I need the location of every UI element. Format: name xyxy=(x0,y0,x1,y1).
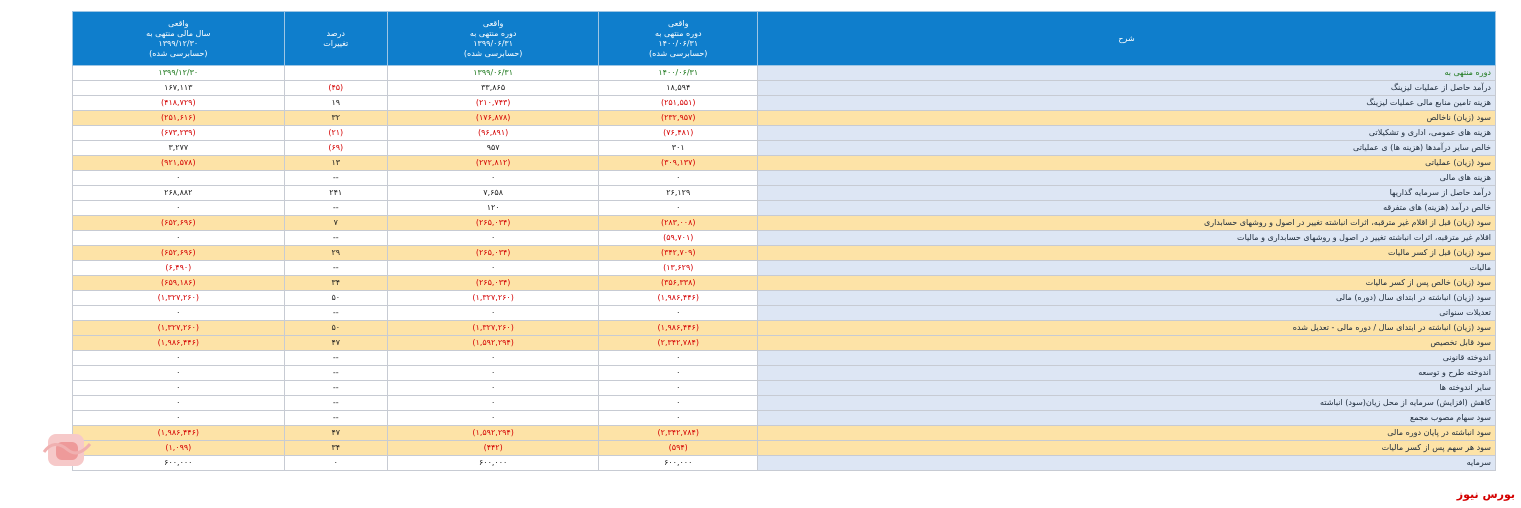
table-row xyxy=(73,276,1496,291)
table-row xyxy=(73,201,1496,216)
table-row xyxy=(73,126,1496,141)
row-description: سود (زیان) ناخالص xyxy=(758,111,1496,126)
row-description: سود (زیان) قبل از کسر مالیات xyxy=(758,246,1496,261)
value-fiscal-year-1399: ۰ xyxy=(73,231,285,246)
row-description: سود (زیان) قبل از اقلام غیر مترقبه، اثرات انباشته تغییر در اصول و روشهای حسابداری xyxy=(758,216,1496,231)
row-description: سود (زیان) انباشته در ابتدای سال / دوره مالی - تعدیل شده xyxy=(758,321,1496,336)
value-period-1400: ۳۰۱ xyxy=(599,141,758,156)
value-period-1399: (۲۷۲,۸۱۲) xyxy=(387,156,599,171)
value-fiscal-year-1399: ۰ xyxy=(73,171,285,186)
row-description: سرمایه xyxy=(758,456,1496,471)
value-fiscal-year-1399: ۰ xyxy=(73,396,285,411)
bourse-news-watermark-logo xyxy=(40,428,92,472)
value-period-1400: ۰ xyxy=(599,201,758,216)
value-period-1399: ۰ xyxy=(387,411,599,426)
value-fiscal-year-1399: ۲۶۸,۸۸۲ xyxy=(73,186,285,201)
value-fiscal-year-1399: (۱,۹۸۶,۴۴۶) xyxy=(73,426,285,441)
table-row xyxy=(73,81,1496,96)
value-change-percent: -- xyxy=(284,261,387,276)
table-row xyxy=(73,96,1496,111)
value-period-1400: ۰ xyxy=(599,411,758,426)
value-period-1399: (۱,۳۲۷,۲۶۰) xyxy=(387,321,599,336)
value-fiscal-year-1399: (۶۵۹,۱۸۶) xyxy=(73,276,285,291)
table-row xyxy=(73,381,1496,396)
value-period-1400: (۳۰۹,۱۳۷) xyxy=(599,156,758,171)
table-row xyxy=(73,171,1496,186)
value-period-1399: (۱,۵۹۲,۲۹۴) xyxy=(387,426,599,441)
row-description: هزینه تامین منابع مالی عملیات لیزینگ xyxy=(758,96,1496,111)
value-period-1399: ۰ xyxy=(387,351,599,366)
row-description: سود قابل تخصیص xyxy=(758,336,1496,351)
table-row xyxy=(73,216,1496,231)
value-period-1400: (۱۳,۶۲۹) xyxy=(599,261,758,276)
header-period-1400: واقعی دوره منتهی به ۱۴۰۰/۰۶/۳۱ (حسابرسی شده) xyxy=(599,12,758,66)
table-row xyxy=(73,261,1496,276)
value-period-1400: ۲۶,۱۲۹ xyxy=(599,186,758,201)
table-row xyxy=(73,351,1496,366)
value-change-percent: -- xyxy=(284,201,387,216)
value-change-percent: ۳۴ xyxy=(284,441,387,456)
value-fiscal-year-1399: ۰ xyxy=(73,201,285,216)
value-fiscal-year-1399: (۶,۴۹۰) xyxy=(73,261,285,276)
table-row xyxy=(73,141,1496,156)
row-description: سایر اندوخته ها xyxy=(758,381,1496,396)
table-row xyxy=(73,66,1496,81)
value-period-1400: (۳۵۶,۳۳۸) xyxy=(599,276,758,291)
row-description: سود (زیان) عملیاتی xyxy=(758,156,1496,171)
table-row xyxy=(73,231,1496,246)
value-period-1400: ۰ xyxy=(599,381,758,396)
value-fiscal-year-1399: (۱,۳۲۷,۲۶۰) xyxy=(73,291,285,306)
value-period-1400: (۵۹۴) xyxy=(599,441,758,456)
value-fiscal-year-1399: ۰ xyxy=(73,306,285,321)
value-period-1400: ۰ xyxy=(599,306,758,321)
value-period-1399: ۰ xyxy=(387,171,599,186)
row-description: خالص درآمد (هزینه) های متفرقه xyxy=(758,201,1496,216)
value-period-1399: ۶۰۰,۰۰۰ xyxy=(387,456,599,471)
value-change-percent: -- xyxy=(284,171,387,186)
value-change-percent: ۲۹ xyxy=(284,246,387,261)
table-body xyxy=(73,66,1496,471)
value-change-percent: ۰ xyxy=(284,456,387,471)
value-change-percent: -- xyxy=(284,231,387,246)
value-period-1399: (۱,۵۹۲,۲۹۴) xyxy=(387,336,599,351)
value-period-1400: (۳۴۲,۷۰۹) xyxy=(599,246,758,261)
value-fiscal-year-1399: (۶۵۲,۶۹۶) xyxy=(73,216,285,231)
value-fiscal-year-1399: (۱,۹۸۶,۴۴۶) xyxy=(73,336,285,351)
value-change-percent: -- xyxy=(284,381,387,396)
value-period-1400: ۰ xyxy=(599,396,758,411)
value-fiscal-year-1399: ۰ xyxy=(73,366,285,381)
header-period-1399: واقعی دوره منتهی به ۱۳۹۹/۰۶/۳۱ (حسابرسی شده) xyxy=(387,12,599,66)
value-period-1399: (۲۶۵,۰۳۴) xyxy=(387,216,599,231)
value-fiscal-year-1399: ۶۰۰,۰۰۰ xyxy=(73,456,285,471)
table-row xyxy=(73,246,1496,261)
table-row xyxy=(73,156,1496,171)
header-fiscal-year-1399: واقعی سال مالی منتهی به ۱۳۹۹/۱۲/۳۰ (حسابرسی شده) xyxy=(73,12,285,66)
row-description: سود هر سهم پس از کسر مالیات xyxy=(758,441,1496,456)
value-period-1399: (۱۷۶,۸۷۸) xyxy=(387,111,599,126)
table-row xyxy=(73,111,1496,126)
value-change-percent: ۵۰ xyxy=(284,321,387,336)
row-description: اندوخته طرح و توسعه xyxy=(758,366,1496,381)
row-description: کاهش (افزایش) سرمایه از محل زیان(سود) انباشته xyxy=(758,396,1496,411)
value-change-percent xyxy=(284,66,387,81)
value-period-1399: ۰ xyxy=(387,381,599,396)
value-fiscal-year-1399: ۰ xyxy=(73,351,285,366)
value-fiscal-year-1399: ۰ xyxy=(73,411,285,426)
value-change-percent: ۱۳ xyxy=(284,156,387,171)
value-period-1400: (۲,۳۴۲,۷۸۴) xyxy=(599,336,758,351)
row-description: درآمد حاصل از سرمایه گذاریها xyxy=(758,186,1496,201)
value-period-1399: ۷,۶۵۸ xyxy=(387,186,599,201)
value-period-1399: (۴۴۲) xyxy=(387,441,599,456)
value-change-percent: ۵۰ xyxy=(284,291,387,306)
value-period-1399: ۰ xyxy=(387,306,599,321)
value-change-percent: (۴۵) xyxy=(284,81,387,96)
table-header-row xyxy=(73,12,1496,66)
row-description: سود انباشته در پایان دوره مالی xyxy=(758,426,1496,441)
table-row xyxy=(73,396,1496,411)
value-change-percent: ۲۴۱ xyxy=(284,186,387,201)
value-period-1400: (۲۸۳,۰۰۸) xyxy=(599,216,758,231)
table-row xyxy=(73,306,1496,321)
value-period-1399: ۹۵۷ xyxy=(387,141,599,156)
table-row xyxy=(73,426,1496,441)
row-description: هزینه های عمومی، اداری و تشکیلاتی xyxy=(758,126,1496,141)
row-description: هزینه های مالی xyxy=(758,171,1496,186)
value-period-1399: ۰ xyxy=(387,261,599,276)
value-change-percent: -- xyxy=(284,306,387,321)
row-description: مالیات xyxy=(758,261,1496,276)
value-period-1399: (۱,۳۲۷,۲۶۰) xyxy=(387,291,599,306)
value-fiscal-year-1399: ۳,۲۷۷ xyxy=(73,141,285,156)
value-period-1399: (۲۶۵,۰۳۴) xyxy=(387,276,599,291)
value-period-1399: ۰ xyxy=(387,396,599,411)
brand-footer-text: بورس نیوز xyxy=(1456,488,1515,501)
value-period-1399: ۱۲۰ xyxy=(387,201,599,216)
value-period-1399: ۱۳۹۹/۰۶/۳۱ xyxy=(387,66,599,81)
row-description: خالص سایر درآمدها (هزینه ها) ی عملیاتی xyxy=(758,141,1496,156)
value-fiscal-year-1399: (۴۱۸,۷۲۹) xyxy=(73,96,285,111)
value-fiscal-year-1399: (۱,۰۹۹) xyxy=(73,441,285,456)
table-row xyxy=(73,441,1496,456)
value-period-1400: ۰ xyxy=(599,171,758,186)
row-description: اقلام غیر مترقبه، اثرات انباشته تغییر در اصول و روشهای حسابداری و مالیات xyxy=(758,231,1496,246)
value-fiscal-year-1399: (۶۷۳,۲۳۹) xyxy=(73,126,285,141)
value-fiscal-year-1399: ۱۶۷,۱۱۳ xyxy=(73,81,285,96)
row-description: تعدیلات سنواتی xyxy=(758,306,1496,321)
income-statement-table xyxy=(72,11,1496,471)
value-change-percent: (۶۹) xyxy=(284,141,387,156)
value-period-1399: ۰ xyxy=(387,231,599,246)
table-row xyxy=(73,411,1496,426)
value-fiscal-year-1399: ۰ xyxy=(73,381,285,396)
value-fiscal-year-1399: (۱,۳۲۷,۲۶۰) xyxy=(73,321,285,336)
value-period-1400: ۰ xyxy=(599,366,758,381)
value-period-1400: ۶۰۰,۰۰۰ xyxy=(599,456,758,471)
value-change-percent: (۲۱) xyxy=(284,126,387,141)
value-period-1400: (۱,۹۸۶,۴۴۶) xyxy=(599,291,758,306)
row-description: سود (زیان) انباشته در ابتدای سال (دوره) مالی xyxy=(758,291,1496,306)
value-period-1399: (۹۶,۸۹۱) xyxy=(387,126,599,141)
row-description: سود سهام مصوب مجمع xyxy=(758,411,1496,426)
value-fiscal-year-1399: ۱۳۹۹/۱۲/۳۰ xyxy=(73,66,285,81)
value-period-1400: (۵۹,۷۰۱) xyxy=(599,231,758,246)
value-change-percent: ۱۹ xyxy=(284,96,387,111)
value-period-1400: (۲,۳۴۲,۷۸۴) xyxy=(599,426,758,441)
value-period-1400: (۲۵۱,۵۵۱) xyxy=(599,96,758,111)
value-change-percent: ۳۲ xyxy=(284,111,387,126)
table-row xyxy=(73,291,1496,306)
value-change-percent: -- xyxy=(284,351,387,366)
row-description: درآمد حاصل از عملیات لیزینگ xyxy=(758,81,1496,96)
value-period-1400: ۱۴۰۰/۰۶/۳۱ xyxy=(599,66,758,81)
value-period-1400: ۱۸,۵۹۴ xyxy=(599,81,758,96)
value-period-1400: (۱,۹۸۶,۴۴۶) xyxy=(599,321,758,336)
value-change-percent: -- xyxy=(284,411,387,426)
value-change-percent: ۳۴ xyxy=(284,276,387,291)
value-period-1400: ۰ xyxy=(599,351,758,366)
header-change-percent: درصد تغییرات xyxy=(284,12,387,66)
value-period-1399: (۲۶۵,۰۳۴) xyxy=(387,246,599,261)
value-change-percent: ۴۷ xyxy=(284,336,387,351)
value-change-percent: ۴۷ xyxy=(284,426,387,441)
table-row xyxy=(73,456,1496,471)
value-fiscal-year-1399: (۲۵۱,۶۱۶) xyxy=(73,111,285,126)
value-period-1400: (۲۳۲,۹۵۷) xyxy=(599,111,758,126)
value-period-1400: (۷۶,۴۸۱) xyxy=(599,126,758,141)
value-change-percent: -- xyxy=(284,366,387,381)
value-fiscal-year-1399: (۶۵۲,۶۹۶) xyxy=(73,246,285,261)
row-description: سود (زیان) خالص پس از کسر مالیات xyxy=(758,276,1496,291)
value-change-percent: ۷ xyxy=(284,216,387,231)
value-period-1399: ۰ xyxy=(387,366,599,381)
header-description: شرح xyxy=(758,12,1496,66)
table-row xyxy=(73,321,1496,336)
value-fiscal-year-1399: (۹۲۱,۵۷۸) xyxy=(73,156,285,171)
value-change-percent: -- xyxy=(284,396,387,411)
table-row xyxy=(73,336,1496,351)
table-row xyxy=(73,366,1496,381)
value-period-1399: ۳۳,۸۶۵ xyxy=(387,81,599,96)
table-row xyxy=(73,186,1496,201)
value-period-1399: (۲۱۰,۷۴۳) xyxy=(387,96,599,111)
row-description: دوره منتهی به xyxy=(758,66,1496,81)
row-description: اندوخته قانونی xyxy=(758,351,1496,366)
